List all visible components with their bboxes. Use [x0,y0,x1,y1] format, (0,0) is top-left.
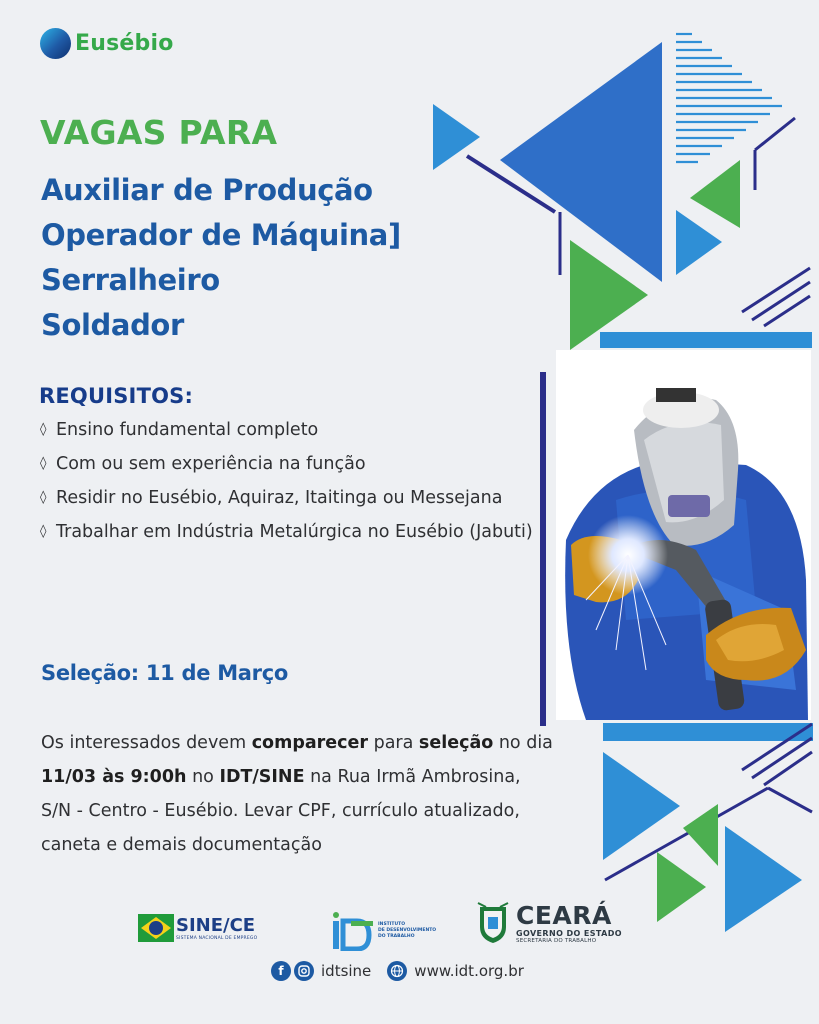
selecao-date [41,661,288,685]
instructions-paragraph [41,726,556,862]
welder-photo [556,350,811,720]
deco-bar-blue-top [600,332,812,348]
vagas-title: VAGAS PARA [40,113,278,152]
requisitos-list [40,413,540,549]
brazil-flag-icon [138,910,174,946]
instagram-icon[interactable] [294,961,314,981]
job-item: Soldador [41,308,184,342]
requisito-item [40,481,540,515]
selecao-value: 11 de Março [145,661,288,685]
job-item: Auxiliar de Produção [41,173,373,207]
text-fragment: para [368,733,419,753]
job-item: Operador de Máquina] [41,218,401,252]
deco-triangle-green-bottom [683,804,718,866]
website-link[interactable]: www.idt.org.br [414,962,524,980]
requisito-item [40,413,540,447]
deco-triangle-blue-corner [725,826,802,932]
job-list [41,168,401,348]
globe-icon [387,961,407,981]
idt-text-line: INSTITUTO [378,922,406,927]
social-handle[interactable]: idtsine [321,962,372,980]
bold-fragment: seleção [418,733,494,753]
requisito-item [40,515,540,549]
ceara-secretariat: SECRETARIA DO TRABALHO [516,937,597,944]
idt-text-line: DO TRABALHO [378,934,415,939]
welder-illustration [556,350,811,720]
deco-line-diagonal-bottom-2 [768,788,812,812]
text-fragment: no [186,767,220,787]
sine-ce-subtitle: SISTEMA NACIONAL DE EMPREGO [176,935,258,941]
deco-bar-blue-bottom [603,723,813,741]
eusebio-logo [40,28,174,59]
bold-fragment: 11/03 às 9:00h [41,767,187,787]
text-fragment: na Rua Irmã Ambrosina, S/N - Centro - Eusébio. Levar CPF, currículo atualizado, caneta e demais documentação [41,767,521,855]
bullet-icon: ◊ [40,524,47,539]
ceara-government: GOVERNO DO ESTADO [516,928,622,938]
eusebio-logo-mark [40,28,71,59]
requisito-text: Residir no Eusébio, Aquiraz, Itaitinga ou Messejana [56,488,503,508]
deco-triangle-green-top [690,160,740,228]
requisito-text: Trabalhar em Indústria Metalúrgica no Eusébio (Jabuti) [56,522,533,542]
text-fragment: Os interessados devem [41,733,252,753]
idt-logo-text [378,922,436,940]
bold-fragment: IDT/SINE [219,767,305,787]
idt-logo-mark [331,911,375,951]
bullet-icon: ◊ [40,490,47,505]
deco-triangle-green-small [657,852,706,922]
requisito-text: Ensino fundamental completo [56,420,319,440]
idt-text-line: DE DESENVOLVIMENTO [378,928,437,933]
text-fragment: no dia [493,733,553,753]
deco-triangle-blue-mid [676,210,722,275]
eusebio-logo-text: Eusébio [75,31,174,56]
ceara-logo [476,901,622,945]
requisitos-title: REQUISITOS: [39,384,194,408]
bullet-icon: ◊ [40,422,47,437]
bold-fragment: comparecer [251,733,369,753]
deco-bar-vertical-left [540,372,546,726]
requisito-text: Com ou sem experiência na função [56,454,366,474]
selecao-label: Seleção: [41,661,139,685]
requisito-item [40,447,540,481]
deco-line-diagonal-2 [755,118,795,150]
deco-diagonal-stripes-right [742,268,810,326]
sine-ce-logo [138,910,257,946]
social-links [271,961,524,981]
ceara-name: CEARÁ [516,900,612,930]
deco-triangle-blue-large [500,42,662,282]
sine-ce-name: SINE/CE [176,914,256,936]
idt-logo [331,911,436,951]
facebook-icon[interactable]: f [271,961,291,981]
ceara-seal-icon [476,901,510,945]
job-item: Serralheiro [41,263,220,297]
bullet-icon: ◊ [40,456,47,471]
